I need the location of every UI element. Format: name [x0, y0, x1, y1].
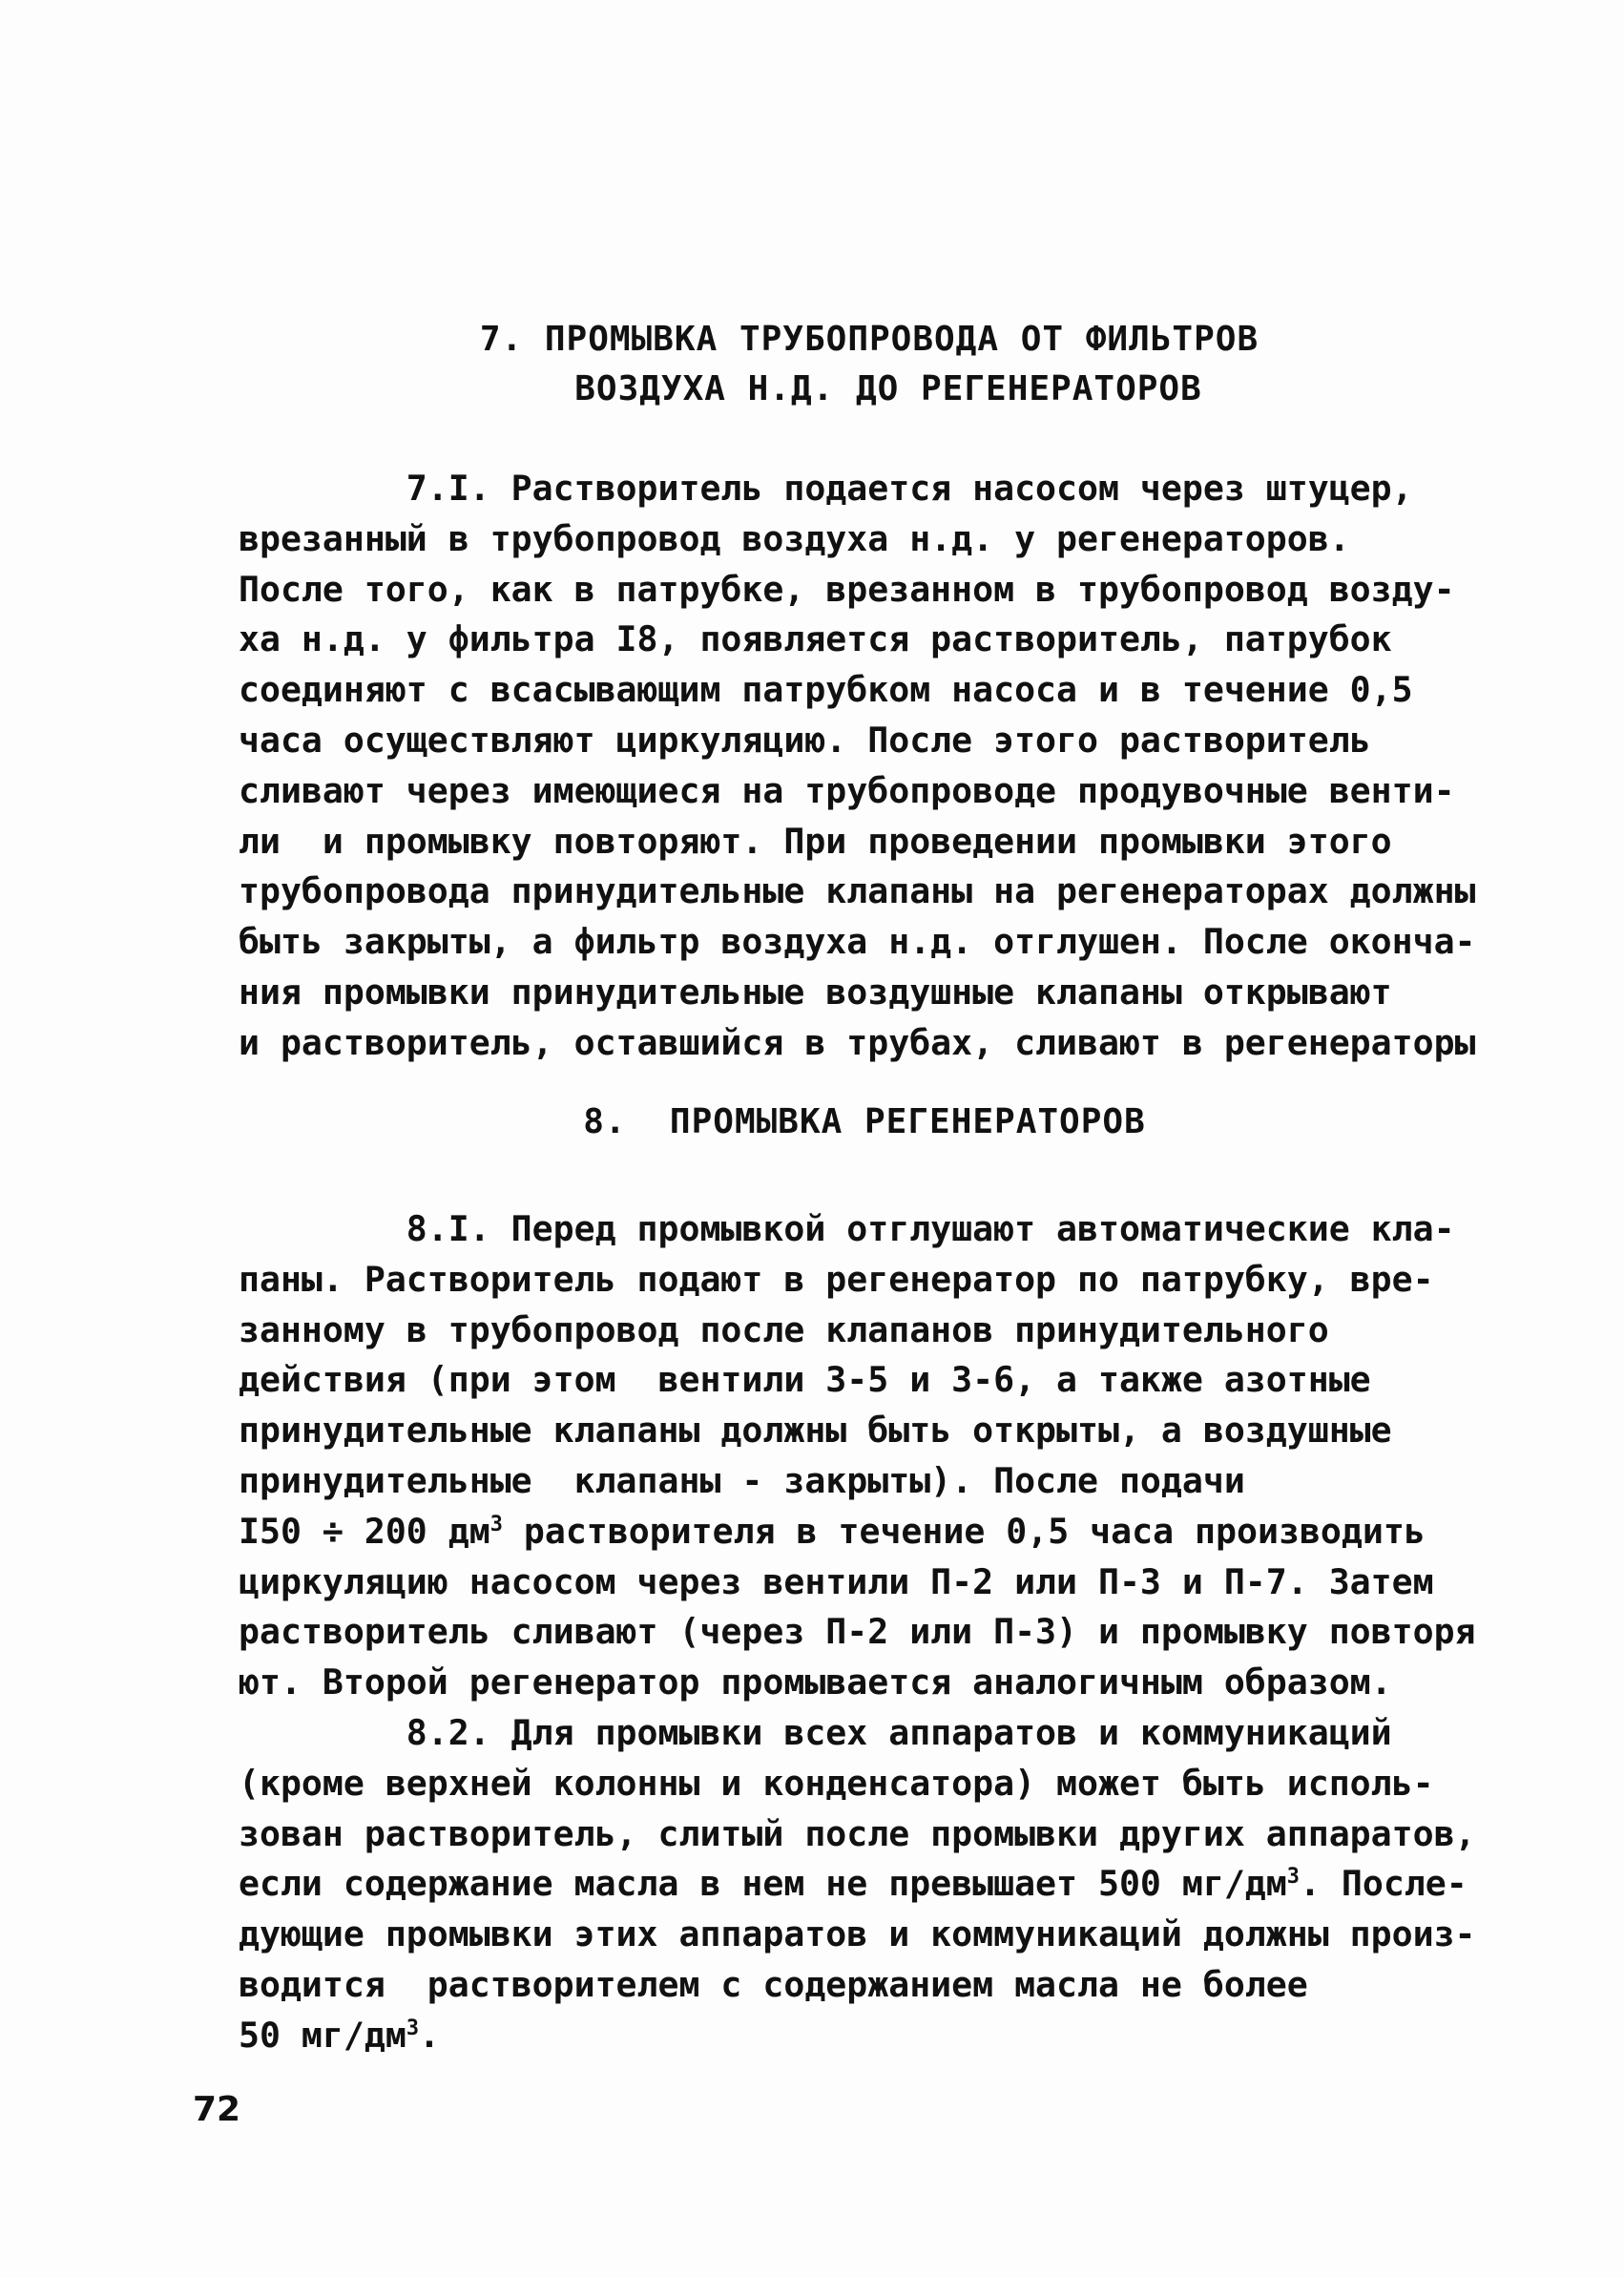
final-limit-prefix: 50 мг/дм [239, 2014, 406, 2056]
text-line: врезанный в трубопровод воздуха н.д. у регенераторов. [239, 517, 1350, 559]
text-line: 8.I. Перед промывкой отглушают автоматические кла- [239, 1208, 1455, 1249]
text-line: действия (при этом вентили 3-5 и 3-6, а также азотные [239, 1359, 1371, 1401]
text-line: зован растворитель, слитый после промывки других аппаратов, [239, 1812, 1476, 1854]
dose-suffix: растворителя в течение 0,5 часа производить [502, 1510, 1426, 1552]
text-line: трубопровода принудительные клапаны на регенераторах должны [239, 870, 1476, 912]
oil-limit-suffix: . После- [1299, 1863, 1468, 1905]
section-7-title-line-2: ВОЗДУХА Н.Д. ДО РЕГЕНЕРАТОРОВ [574, 369, 1202, 408]
text-line: паны. Растворитель подают в регенератор по патрубку, вре- [239, 1258, 1434, 1300]
text-line: 8.2. Для промывки всех аппаратов и коммуникаций [239, 1711, 1392, 1753]
section-8-heading [0, 1097, 1624, 1147]
text-line: занному в трубопровод после клапанов принудительного [239, 1308, 1329, 1350]
text-line: ха н.д. у фильтра I8, появляется растворитель, патрубок [239, 618, 1392, 660]
dose-prefix: I50 ÷ 200 дм [239, 1510, 490, 1552]
paragraph-7-1 [239, 464, 1476, 1069]
text-line: ли и промывку повторяют. При проведении промывки этого [239, 820, 1392, 862]
text-line: водится растворителем с содержанием масла не более [239, 1963, 1308, 2005]
text-line: соединяют с всасывающим патрубком насоса и в течение 0,5 [239, 669, 1413, 711]
section-8-title: 8. ПРОМЫВКА РЕГЕНЕРАТОРОВ [583, 1102, 1146, 1141]
dose-unit-exponent: 3 [489, 1512, 503, 1536]
text-line: принудительные клапаны должны быть открыты, а воздушные [239, 1410, 1392, 1452]
oil-limit-prefix: если содержание масла в нем не превышает 500 мг/дм [239, 1863, 1287, 1905]
text-line: принудительные клапаны - закрыты). После подачи [239, 1459, 1245, 1501]
text-line-final-limit [239, 2011, 1450, 2061]
text-line: (кроме верхней колонны и конденсатора) может быть исполь- [239, 1762, 1434, 1804]
text-line: и растворитель, оставшийся в трубах, сливают в регенераторы [239, 1021, 1476, 1063]
text-line: циркуляцию насосом через вентили П-2 или П-3 и П-7. Затем [239, 1560, 1434, 1602]
text-line: ния промывки принудительные воздушные клапаны открывают [239, 971, 1392, 1013]
text-line: часа осуществляют циркуляцию. После этого растворитель [239, 719, 1371, 761]
text-line: ют. Второй регенератор промывается аналогичным образом. [239, 1661, 1392, 1703]
text-line: сливают через имеющиеся на трубопроводе продувочные венти- [239, 769, 1455, 811]
final-limit-suffix: . [419, 2014, 440, 2056]
final-limit-exponent: 3 [406, 2016, 419, 2040]
paragraph-8 [239, 1204, 1476, 2061]
text-line: быть закрыты, а фильтр воздуха н.д. отглушен. После оконча- [239, 921, 1476, 963]
section-7-title-line-1: 7. ПРОМЫВКА ТРУБОПРОВОДА ОТ ФИЛЬТРОВ [479, 320, 1260, 359]
text-line: 7.I. Растворитель подается насосом через штуцер, [239, 468, 1413, 509]
text-line: После того, как в патрубке, врезанном в трубопровод возду- [239, 568, 1455, 610]
section-7-heading [0, 315, 1624, 414]
text-line: дующие промывки этих аппаратов и коммуникаций должны произ- [239, 1913, 1476, 1955]
text-line: растворитель сливают (через П-2 или П-3) и промывку повторя [239, 1611, 1476, 1653]
text-line-dose [239, 1507, 1450, 1557]
text-line-oil-limit [239, 1859, 1468, 1910]
oil-limit-exponent: 3 [1286, 1865, 1300, 1890]
page-number: 72 [193, 2090, 241, 2129]
